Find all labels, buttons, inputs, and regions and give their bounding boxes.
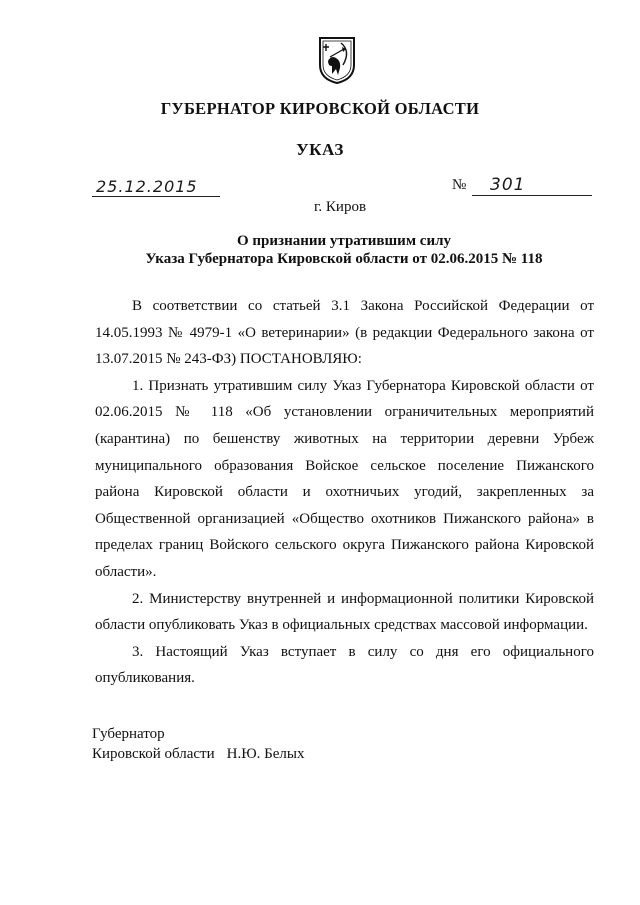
document-date: 25.12.2015 (96, 177, 198, 196)
signer-name: Н.Ю. Белых (226, 746, 305, 762)
signer-row (92, 744, 304, 764)
body-paragraph-3: 3. Настоящий Указ вступает в силу со дня его официального опубликования. (95, 643, 594, 687)
document-title-line-2: Указа Губернатора Кировской области от 02.06.2015 № 118 (145, 251, 543, 267)
document-title (0, 232, 640, 268)
document-title-line-1: О признании утратившим силу (237, 233, 451, 249)
document-body (95, 293, 594, 692)
issuing-authority: ГУБЕРНАТОР КИРОВСКОЙ ОБЛАСТИ (160, 99, 480, 118)
body-paragraph-2: 2. Министерству внутренней и информационной политики Кировской области опубликовать Указ в официальных средствах массовой информации. (95, 590, 594, 634)
document-type: УКАЗ (296, 140, 344, 159)
city: г. Киров (313, 199, 367, 215)
document-number: 301 (490, 175, 526, 195)
document-number-field (452, 174, 592, 196)
number-sign: № (452, 177, 467, 193)
body-paragraph-preamble: В соответствии со статьей 3.1 Закона Российской Федерации от 14.05.1993 № 4979-1 «О ветеринарии» (в редакции Федерального закона от 13.07.2015 № 243-ФЗ) ПОСТАНОВЛЯЮ: (95, 298, 594, 368)
kirov-oblast-coat-of-arms-icon (317, 35, 357, 85)
number-line (472, 173, 592, 196)
signer-position-line-2: Кировской области (92, 746, 215, 762)
signer-position-line-1: Губернатор (92, 726, 165, 742)
document-date-field (92, 174, 220, 197)
body-paragraph-1: 1. Признать утратившим силу Указ Губернатора Кировской области от 02.06.2015 № 118 «Об установлении ограничительных мероприятий (карантина) по бешенству животных на территории деревни Урбеж муниципального образования Войское сельское поселение Пижанского района Кировской области и охотничьих угодий, закрепленных за Общественной организацией «Общество охотников Пижанского района» в пределах границ Войского сельского округа Пижанского района Кировской области». (95, 377, 594, 580)
signature-block (92, 724, 304, 764)
